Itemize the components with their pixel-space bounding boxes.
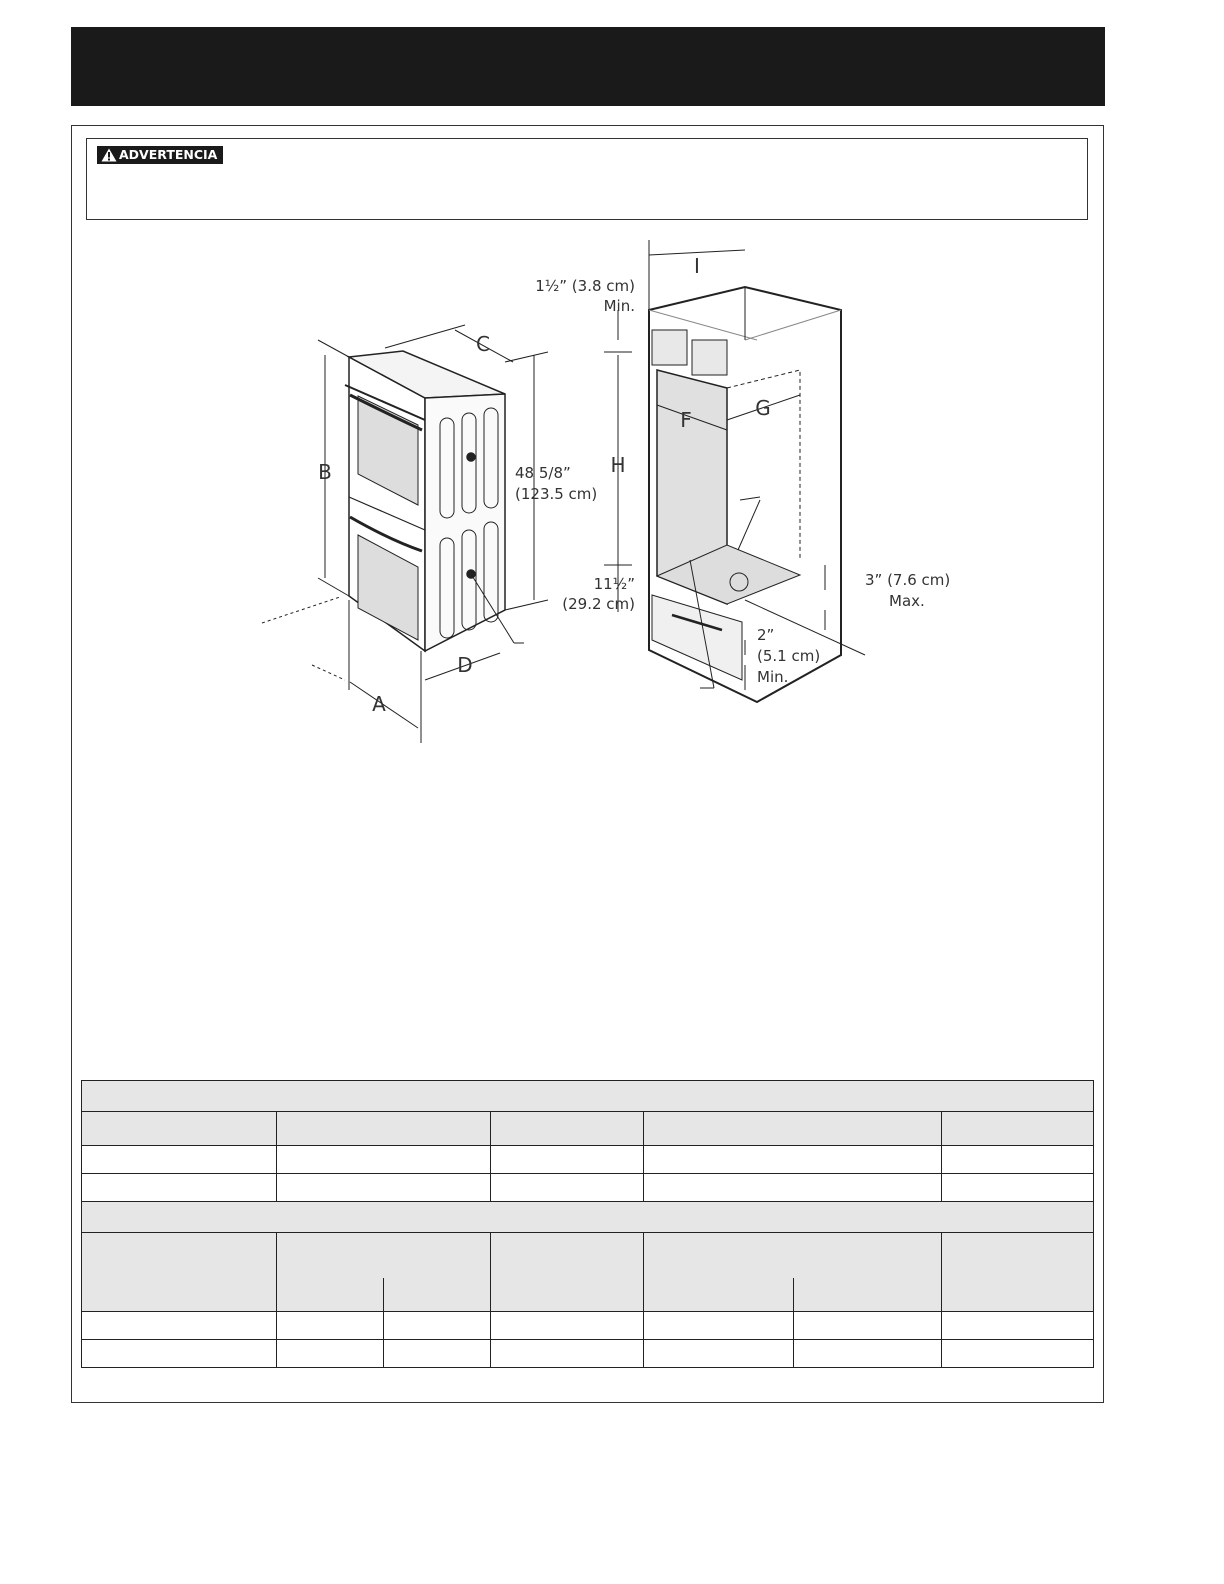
warning-badge-label: ADVERTENCIA <box>119 147 218 162</box>
cabinet-drawing <box>604 240 865 702</box>
floor-clearance-label-2: (5.1 cm) <box>757 647 821 665</box>
dimension-f-letter: F <box>680 408 692 432</box>
oven-height-label-2: (123.5 cm) <box>515 485 598 503</box>
table-header-row-1 <box>82 1112 1094 1146</box>
side-clearance-label-1: 3” (7.6 cm) <box>865 571 951 589</box>
table-band-row-2 <box>82 1202 1094 1233</box>
table-band-row-1 <box>82 1081 1094 1112</box>
dimension-g-letter: G <box>755 396 771 420</box>
bottom-height-label-1: 11½” <box>593 575 635 593</box>
table-row <box>82 1340 1094 1368</box>
table-row <box>82 1174 1094 1202</box>
side-clearance-label-2: Max. <box>889 592 925 610</box>
oven-height-label-1: 48 5/8” <box>515 464 571 482</box>
floor-clearance-label-1: 2” <box>757 626 775 644</box>
dimension-b-letter: B <box>318 460 332 484</box>
dimension-i-letter: I <box>694 254 700 278</box>
dimensions-table <box>81 1080 1094 1368</box>
table-header-row-2 <box>82 1233 1094 1278</box>
bottom-height-label-2: (29.2 cm) <box>562 595 635 613</box>
dimension-d-letter: D <box>457 653 473 677</box>
top-clearance-label-2: Min. <box>603 297 635 315</box>
top-clearance-label-1: 1½” (3.8 cm) <box>535 277 635 295</box>
dimension-c-letter: C <box>476 332 490 356</box>
dimension-h-letter: H <box>610 453 626 477</box>
oven-drawing <box>262 325 548 743</box>
dimension-a-letter: A <box>372 692 386 716</box>
table-row <box>82 1312 1094 1340</box>
floor-clearance-label-3: Min. <box>757 668 789 686</box>
table-row <box>82 1146 1094 1174</box>
